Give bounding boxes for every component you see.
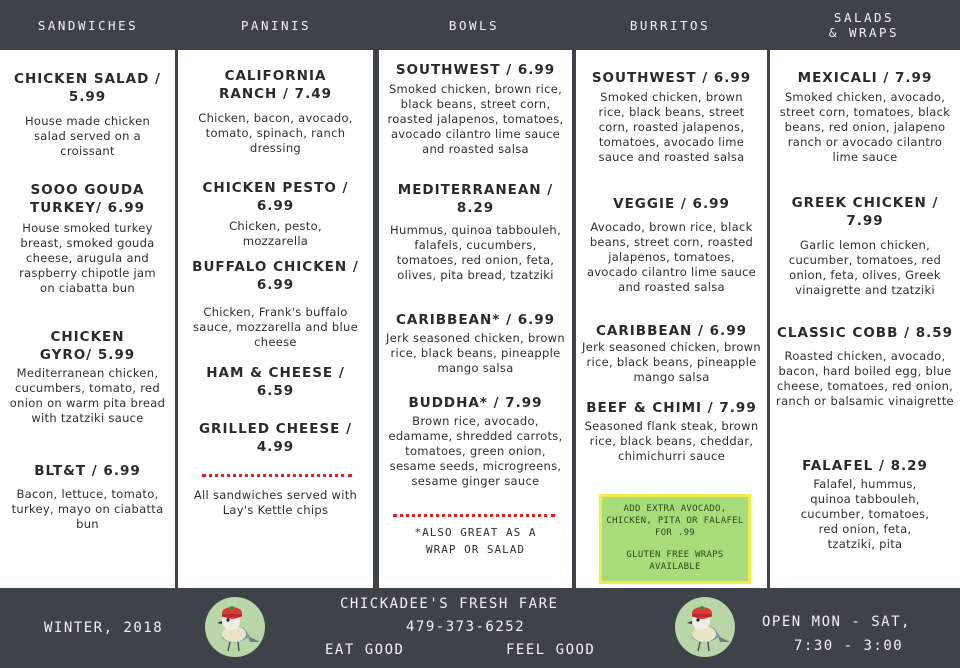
menu-item <box>178 258 373 350</box>
menu-item <box>379 311 572 376</box>
header-sandwiches: SANDWICHES <box>37 17 139 33</box>
menu-item <box>576 322 767 385</box>
promo-gluten-free: GLUTEN FREE WRAPS AVAILABLE <box>626 550 724 572</box>
salads-wraps-column <box>770 50 960 588</box>
phone-number: 479-373-6252 <box>406 619 526 635</box>
dotted-divider <box>202 474 352 477</box>
item-name: CARIBBEAN / 6.99 <box>596 323 747 339</box>
item-name: CHICKEN SALAD / 5.99 <box>14 71 161 105</box>
item-name: BEEF & CHIMI / 7.99 <box>586 400 757 416</box>
menu-item <box>178 364 373 400</box>
item-description: Smoked chicken, brown rice, black beans, street corn, roasted jalapenos, tomatoes, avocado lime sauce and roasted salsa <box>598 90 745 164</box>
header-burritos: BURRITOS <box>629 17 711 33</box>
menu-footer <box>0 588 960 668</box>
item-name: FALAFEL / 8.29 <box>802 458 928 474</box>
bowls-note: *ALSO GREAT AS A WRAP OR SALAD <box>414 526 537 556</box>
header-salads-wraps: SALADS & WRAPS <box>828 10 900 40</box>
menu-item <box>178 67 373 156</box>
menu-item <box>0 181 175 296</box>
item-description: Chicken, bacon, avocado, tomato, spinach, ranch dressing <box>198 111 353 155</box>
item-name: CLASSIC COBB / 8.59 <box>776 325 954 341</box>
menu-item <box>770 69 960 165</box>
menu-item <box>770 457 960 552</box>
menu-item <box>0 70 175 159</box>
item-description: Brown rice, avocado, edamame, shredded carrots, tomatoes, green onion, sesame seeds, microgreens, sesame ginger sauce <box>388 414 563 488</box>
menu-item <box>379 181 572 283</box>
item-description: Falafel, hummus, quinoa tabbouleh, cucumber, tomatoes, red onion, feta, tzatziki, pita <box>800 477 930 551</box>
item-name: BUFFALO CHICKEN / 6.99 <box>192 259 359 293</box>
menu-item <box>576 69 767 165</box>
paninis-column <box>178 50 373 588</box>
menu-item <box>178 420 373 456</box>
menu-item <box>379 394 572 489</box>
item-name: SOUTHWEST / 6.99 <box>395 62 556 78</box>
slogan-feel-good: FEEL GOOD <box>506 642 596 658</box>
item-name: SOOO GOUDA TURKEY/ 6.99 <box>30 182 145 216</box>
restaurant-name: CHICKADEE'S FRESH FARE <box>340 596 559 612</box>
item-description: Chicken, Frank's buffalo sauce, mozzarella and blue cheese <box>193 305 358 349</box>
chickadee-bird-icon <box>204 596 266 658</box>
burritos-column <box>576 50 767 588</box>
item-name: BLT&T / 6.99 <box>34 463 141 479</box>
menu-item <box>0 462 175 532</box>
header-paninis: PANINIS <box>240 17 312 33</box>
menu-item <box>576 399 767 464</box>
menu-item <box>770 324 960 409</box>
bowls-column <box>379 50 572 588</box>
chickadee-bird-icon <box>674 596 736 658</box>
item-description: Garlic lemon chicken, cucumber, tomatoes, red onion, feta, olives, Greek vinaigrette and tzatziki <box>788 238 942 297</box>
promo-extras: ADD EXTRA AVOCADO, CHICKEN, PITA OR FALAFEL FOR .99 <box>606 504 744 538</box>
item-description: House smoked turkey breast, smoked gouda cheese, arugula and raspberry chipotle jam on ciabatta bun <box>19 221 156 295</box>
item-name: MEDITERRANEAN / 8.29 <box>397 182 554 216</box>
item-name: CALIFORNIA RANCH / 7.49 <box>219 68 332 102</box>
item-description: Smoked chicken, brown rice, black beans, street corn, roasted jalapenos, tomatoes, avocado cilantro lime sauce and roasted salsa <box>387 82 564 156</box>
menu-item <box>178 179 373 249</box>
menu-item <box>0 328 175 426</box>
item-description: Chicken, pesto, mozzarella <box>229 219 322 248</box>
item-name: SOUTHWEST / 6.99 <box>591 70 752 86</box>
dotted-divider <box>393 514 555 517</box>
slogan-eat-good: EAT GOOD <box>325 642 405 658</box>
item-description: House made chicken salad served on a croissant <box>24 114 151 158</box>
hours-days: OPEN MON - SAT, <box>762 614 911 630</box>
item-name: BUDDHA* / 7.99 <box>408 395 543 411</box>
season-label: WINTER, 2018 <box>44 620 164 636</box>
promo-box <box>599 494 751 584</box>
item-name: CHICKEN GYRO/ 5.99 <box>39 329 136 363</box>
item-description: Jerk seasoned chicken, brown rice, black beans, pineapple mango salsa <box>582 340 761 384</box>
item-name: GRILLED CHEESE / 4.99 <box>198 421 353 455</box>
item-name: VEGGIE / 6.99 <box>613 196 730 212</box>
item-description: Bacon, lettuce, tomato, turkey, mayo on ciabatta bun <box>11 487 164 531</box>
menu-header <box>0 0 960 50</box>
menu-item <box>770 194 960 298</box>
menu-item <box>576 195 767 295</box>
item-description: Roasted chicken, avocado, bacon, hard boiled egg, blue cheese, tomatoes, red onion, ranch or balsamic vinaigrette <box>776 349 954 408</box>
paninis-note: All sandwiches served with Lay's Kettle chips <box>193 488 358 517</box>
item-name: GREEK CHICKEN / 7.99 <box>791 195 939 229</box>
item-description: Mediterranean chicken, cucumbers, tomato, red onion on warm pita bread with tzatziki sauce <box>9 366 166 425</box>
item-description: Hummus, quinoa tabbouleh, falafels, cucumbers, tomatoes, red onion, feta, olives, pita bread, tzatziki <box>390 223 561 282</box>
item-description: Seasoned flank steak, brown rice, black beans, cheddar, chimichurri sauce <box>584 419 759 463</box>
menu-item <box>379 61 572 157</box>
item-name: HAM & CHEESE / 6.59 <box>206 365 345 399</box>
item-description: Smoked chicken, avocado, street corn, tomatoes, black beans, red onion, jalapeno ranch or avocado cilantro lime sauce <box>779 90 951 164</box>
item-description: Avocado, brown rice, black beans, street corn, roasted jalapenos, tomatoes, avocado cilantro lime sauce and roasted salsa <box>586 220 757 294</box>
item-description: Jerk seasoned chicken, brown rice, black beans, pineapple mango salsa <box>386 331 565 375</box>
item-name: MEXICALI / 7.99 <box>797 70 933 86</box>
item-name: CHICKEN PESTO / 6.99 <box>202 180 349 214</box>
sandwiches-column <box>0 50 175 588</box>
header-bowls: BOWLS <box>448 17 500 33</box>
item-name: CARIBBEAN* / 6.99 <box>395 312 556 328</box>
hours-times: 7:30 - 3:00 <box>794 638 904 654</box>
